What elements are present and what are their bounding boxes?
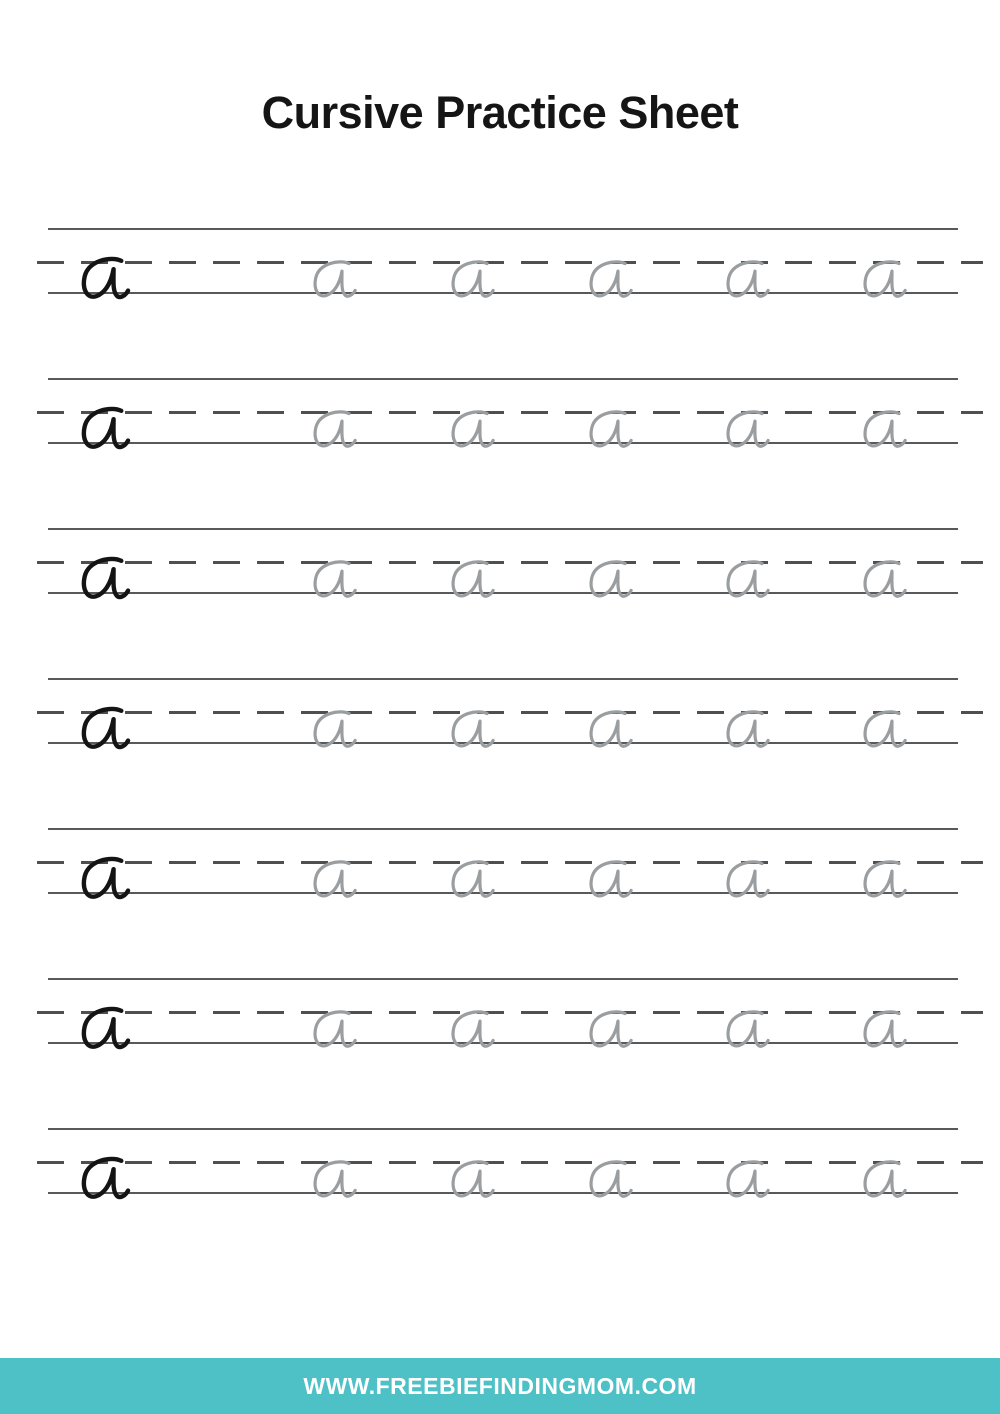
cursive-letter-a-trace — [307, 1011, 356, 1048]
cursive-letter-a-trace — [445, 1161, 494, 1198]
cursive-letter-a-example — [75, 558, 129, 599]
cursive-letter-a-trace — [307, 561, 356, 598]
practice-row — [48, 828, 958, 894]
cursive-letter-a-trace — [445, 1011, 494, 1048]
cursive-letter-a-trace — [583, 861, 632, 898]
cursive-letter-a-trace — [445, 861, 494, 898]
dashed-midline — [37, 861, 983, 864]
cursive-letter-a-example — [75, 408, 129, 449]
cursive-letter-a-trace — [583, 561, 632, 598]
dashed-midline — [37, 711, 983, 714]
cursive-letter-a-example — [75, 708, 129, 749]
dashed-midline — [37, 1011, 983, 1014]
cursive-letter-a-trace — [857, 1011, 906, 1048]
cursive-letter-a-trace — [583, 1011, 632, 1048]
practice-row — [48, 228, 958, 294]
cursive-letter-a-example — [75, 1008, 129, 1049]
practice-row — [48, 978, 958, 1044]
practice-row — [48, 1128, 958, 1194]
cursive-letter-a-trace — [857, 861, 906, 898]
cursive-letter-a-trace — [857, 711, 906, 748]
cursive-letter-a-example — [75, 258, 129, 299]
dashed-midline — [37, 261, 983, 264]
cursive-letter-a-example — [75, 858, 129, 899]
cursive-letter-a-trace — [720, 711, 769, 748]
cursive-letter-a-trace — [583, 411, 632, 448]
cursive-letter-a-trace — [720, 261, 769, 298]
cursive-letter-a-trace — [445, 261, 494, 298]
dashed-midline — [37, 411, 983, 414]
cursive-letter-a-trace — [720, 1161, 769, 1198]
cursive-letter-a-trace — [445, 411, 494, 448]
cursive-letter-a-trace — [583, 261, 632, 298]
dashed-midline — [37, 1161, 983, 1164]
cursive-letter-a-trace — [583, 711, 632, 748]
footer-bar — [0, 1358, 1000, 1414]
cursive-letter-a-trace — [445, 561, 494, 598]
cursive-letter-a-trace — [720, 411, 769, 448]
cursive-letter-a-trace — [307, 861, 356, 898]
cursive-letter-a-trace — [307, 1161, 356, 1198]
cursive-letter-a-trace — [857, 261, 906, 298]
cursive-letter-a-trace — [720, 861, 769, 898]
cursive-letter-a-trace — [307, 411, 356, 448]
cursive-letter-a-example — [75, 1158, 129, 1199]
practice-row — [48, 528, 958, 594]
cursive-letter-a-trace — [857, 411, 906, 448]
practice-row — [48, 678, 958, 744]
footer-website-url: WWW.FREEBIEFINDINGMOM.COM — [303, 1372, 697, 1399]
page-title: Cursive Practice Sheet — [261, 87, 739, 139]
dashed-midline — [37, 561, 983, 564]
cursive-letter-a-trace — [857, 1161, 906, 1198]
cursive-letter-a-trace — [583, 1161, 632, 1198]
cursive-letter-a-trace — [307, 711, 356, 748]
cursive-letter-a-trace — [445, 711, 494, 748]
cursive-letter-a-trace — [720, 1011, 769, 1048]
cursive-letter-a-trace — [720, 561, 769, 598]
practice-row — [48, 378, 958, 444]
cursive-letter-a-trace — [307, 261, 356, 298]
cursive-letter-a-trace — [857, 561, 906, 598]
